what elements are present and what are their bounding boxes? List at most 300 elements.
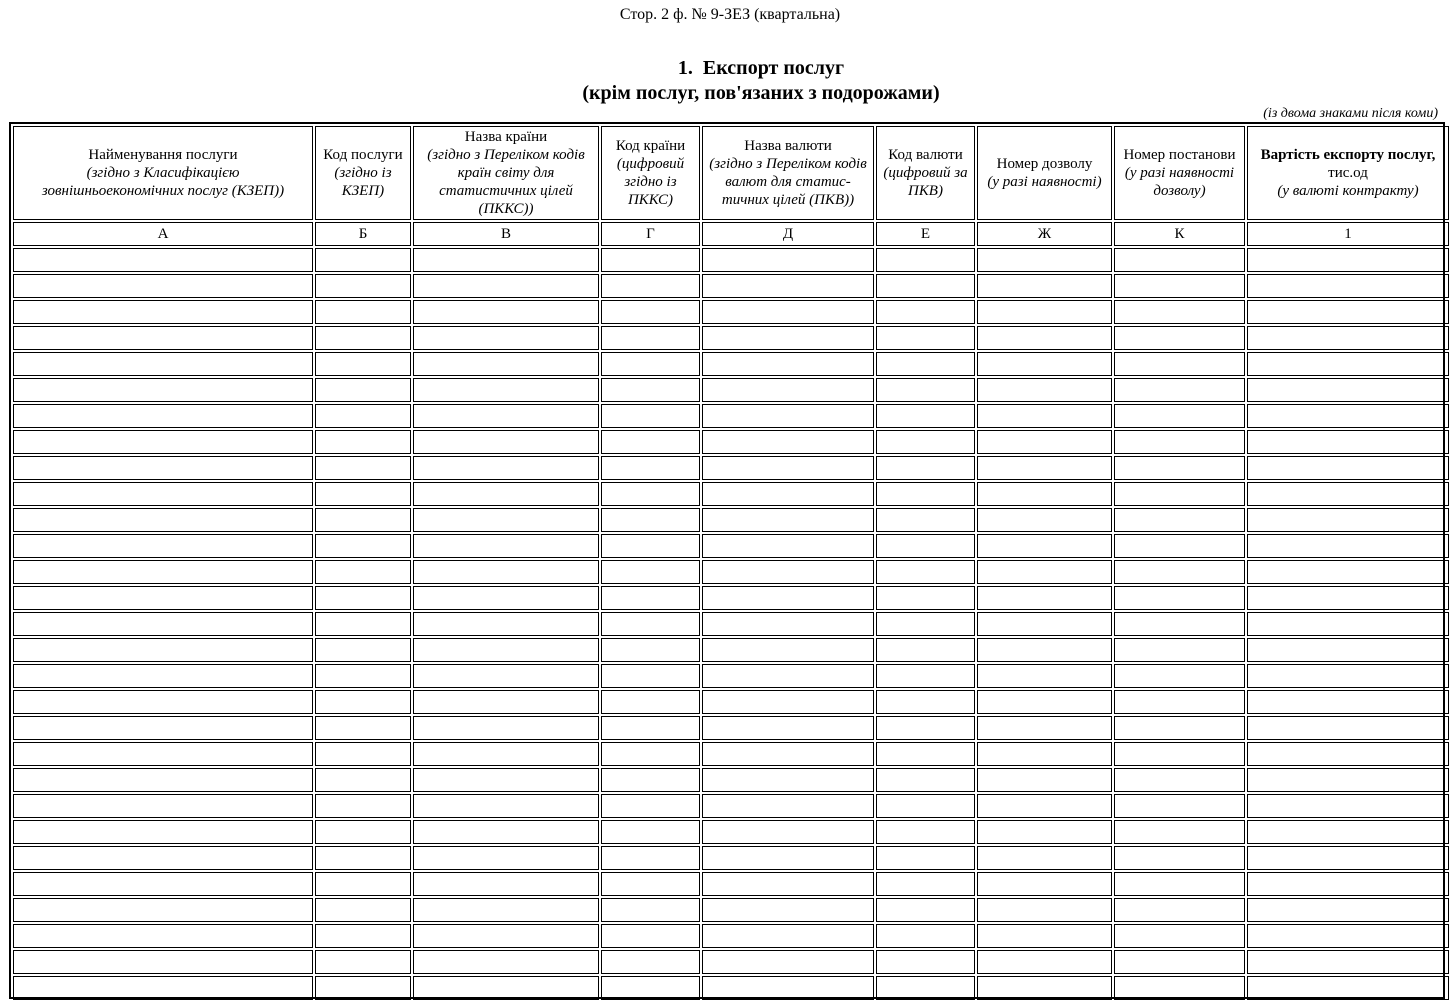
table-cell[interactable]	[977, 716, 1112, 740]
table-cell[interactable]	[702, 612, 874, 636]
table-cell[interactable]	[1247, 456, 1449, 480]
table-cell[interactable]	[977, 742, 1112, 766]
table-cell[interactable]	[1247, 638, 1449, 662]
table-cell[interactable]	[315, 794, 411, 818]
col-header-service-code	[315, 126, 411, 220]
table-cell[interactable]	[1114, 612, 1245, 636]
table-cell[interactable]	[702, 846, 874, 870]
table-cell[interactable]	[13, 404, 313, 428]
table-cell[interactable]	[1247, 872, 1449, 896]
table-cell[interactable]	[413, 404, 599, 428]
table-cell[interactable]	[1247, 300, 1449, 324]
table-cell[interactable]	[601, 482, 700, 506]
table-cell[interactable]	[702, 534, 874, 558]
table-cell[interactable]	[13, 898, 313, 922]
table-cell[interactable]	[13, 534, 313, 558]
table-cell[interactable]	[1114, 482, 1245, 506]
table-cell[interactable]	[601, 898, 700, 922]
table-cell[interactable]	[315, 664, 411, 688]
table-cell[interactable]	[1114, 378, 1245, 402]
table-cell[interactable]	[702, 950, 874, 974]
column-letter: Г	[601, 222, 700, 246]
col-header-export-value	[1247, 126, 1449, 220]
table-cell[interactable]	[702, 352, 874, 376]
table-cell[interactable]	[876, 820, 975, 844]
table-cell[interactable]	[601, 612, 700, 636]
table-cell[interactable]	[13, 482, 313, 506]
table-cell[interactable]	[13, 378, 313, 402]
table-cell[interactable]	[977, 690, 1112, 714]
column-letter: Ж	[977, 222, 1112, 246]
table-cell[interactable]	[1247, 664, 1449, 688]
page-header: Стор. 2 ф. № 9-ЗЕЗ (квартальна)	[619, 6, 841, 23]
table-cell[interactable]	[315, 378, 411, 402]
col-header-title-extra: тис.од	[1328, 165, 1368, 181]
table-cell[interactable]	[1247, 742, 1449, 766]
table-cell[interactable]	[315, 898, 411, 922]
table-cell[interactable]	[702, 482, 874, 506]
table-cell[interactable]	[876, 716, 975, 740]
table-cell[interactable]	[413, 560, 599, 584]
table-cell[interactable]	[702, 872, 874, 896]
table-cell[interactable]	[13, 976, 313, 1000]
table-row	[13, 482, 1449, 506]
table-cell[interactable]	[413, 716, 599, 740]
table-cell[interactable]	[876, 326, 975, 350]
table-row	[13, 664, 1449, 688]
table-cell[interactable]	[1114, 560, 1245, 584]
table-cell[interactable]	[315, 508, 411, 532]
table-cell[interactable]	[977, 638, 1112, 662]
col-header-title: Назва країни	[464, 129, 548, 145]
table-cell[interactable]	[601, 950, 700, 974]
table-cell[interactable]	[413, 508, 599, 532]
table-cell[interactable]	[315, 274, 411, 298]
table-cell[interactable]	[1114, 768, 1245, 792]
table-cell[interactable]	[601, 976, 700, 1000]
col-header-note: (згідно із КЗЕП)	[334, 165, 392, 199]
table-cell[interactable]	[601, 560, 700, 584]
table-cell[interactable]	[702, 456, 874, 480]
col-header-title: Код послуги	[323, 147, 403, 163]
table-cell[interactable]	[1114, 794, 1245, 818]
table-cell[interactable]	[1114, 716, 1245, 740]
table-cell[interactable]	[702, 820, 874, 844]
table-cell[interactable]	[1114, 586, 1245, 610]
table-cell[interactable]	[601, 586, 700, 610]
table-cell[interactable]	[1114, 742, 1245, 766]
table-cell[interactable]	[13, 508, 313, 532]
table-cell[interactable]	[702, 664, 874, 688]
table-cell[interactable]	[413, 846, 599, 870]
table-cell[interactable]	[876, 248, 975, 272]
table-cell[interactable]	[1114, 950, 1245, 974]
table-cell[interactable]	[601, 508, 700, 532]
column-letter: Б	[315, 222, 411, 246]
table-cell[interactable]	[1247, 924, 1449, 948]
table-cell[interactable]	[977, 560, 1112, 584]
table-cell[interactable]	[601, 404, 700, 428]
col-header-country-code	[601, 126, 700, 220]
table-cell[interactable]	[977, 898, 1112, 922]
table-cell[interactable]	[702, 638, 874, 662]
table-cell[interactable]	[876, 534, 975, 558]
table-row	[13, 820, 1449, 844]
table-cell[interactable]	[876, 664, 975, 688]
table-cell[interactable]	[601, 638, 700, 662]
table-row	[13, 742, 1449, 766]
table-cell[interactable]	[1114, 248, 1245, 272]
table-cell[interactable]	[1114, 326, 1245, 350]
table-cell[interactable]	[1247, 482, 1449, 506]
table-cell[interactable]	[977, 820, 1112, 844]
table-row	[13, 534, 1449, 558]
table-cell[interactable]	[702, 768, 874, 792]
table-cell[interactable]	[876, 404, 975, 428]
table-cell[interactable]	[702, 508, 874, 532]
table-cell[interactable]	[13, 560, 313, 584]
table-cell[interactable]	[977, 872, 1112, 896]
table-cell[interactable]	[413, 924, 599, 948]
table-cell[interactable]	[1247, 950, 1449, 974]
table-cell[interactable]	[413, 664, 599, 688]
table-cell[interactable]	[601, 794, 700, 818]
table-cell[interactable]	[315, 612, 411, 636]
table-row	[13, 274, 1449, 298]
table-cell[interactable]	[315, 326, 411, 350]
table-cell[interactable]	[13, 352, 313, 376]
table-cell[interactable]	[702, 404, 874, 428]
table-cell[interactable]	[702, 560, 874, 584]
table-cell[interactable]	[315, 690, 411, 714]
table-cell[interactable]	[13, 430, 313, 454]
table-cell[interactable]	[977, 950, 1112, 974]
table-cell[interactable]	[1114, 898, 1245, 922]
table-cell[interactable]	[876, 742, 975, 766]
table-cell[interactable]	[702, 430, 874, 454]
header-row	[13, 126, 1449, 220]
table-cell[interactable]	[413, 794, 599, 818]
table-cell[interactable]	[702, 924, 874, 948]
table-cell[interactable]	[1114, 274, 1245, 298]
table-cell[interactable]	[1114, 430, 1245, 454]
table-cell[interactable]	[1247, 820, 1449, 844]
table-cell[interactable]	[13, 716, 313, 740]
table-cell[interactable]	[1247, 248, 1449, 272]
table-cell[interactable]	[876, 456, 975, 480]
table-cell[interactable]	[315, 482, 411, 506]
table-cell[interactable]	[876, 508, 975, 532]
table-cell[interactable]	[1114, 872, 1245, 896]
table-row	[13, 404, 1449, 428]
table-cell[interactable]	[13, 612, 313, 636]
table-cell[interactable]	[702, 248, 874, 272]
table-cell[interactable]	[413, 352, 599, 376]
col-header-country-name	[413, 126, 599, 220]
table-cell[interactable]	[413, 820, 599, 844]
table-cell[interactable]	[977, 586, 1112, 610]
table-cell[interactable]	[315, 768, 411, 792]
table-cell[interactable]	[13, 950, 313, 974]
table-cell[interactable]	[413, 482, 599, 506]
table-row	[13, 326, 1449, 350]
table-cell[interactable]	[315, 820, 411, 844]
table-cell[interactable]	[876, 768, 975, 792]
table-cell[interactable]	[601, 352, 700, 376]
table-cell[interactable]	[977, 430, 1112, 454]
table-cell[interactable]	[601, 664, 700, 688]
table-cell[interactable]	[1247, 690, 1449, 714]
table-cell[interactable]	[876, 352, 975, 376]
table-cell[interactable]	[876, 846, 975, 870]
table-cell[interactable]	[315, 404, 411, 428]
table-cell[interactable]	[315, 716, 411, 740]
table-cell[interactable]	[977, 508, 1112, 532]
table-cell[interactable]	[13, 794, 313, 818]
table-cell[interactable]	[1114, 690, 1245, 714]
table-cell[interactable]	[413, 326, 599, 350]
table-cell[interactable]	[315, 872, 411, 896]
table-cell[interactable]	[315, 456, 411, 480]
table-row	[13, 976, 1449, 1000]
table-cell[interactable]	[413, 742, 599, 766]
table-cell[interactable]	[702, 274, 874, 298]
col-header-note: (згідно з Переліком кодів країн світу для статистичних цілей (ПККС))	[427, 147, 585, 217]
table-cell[interactable]	[977, 404, 1112, 428]
table-cell[interactable]	[601, 378, 700, 402]
table-cell[interactable]	[1247, 274, 1449, 298]
table-cell[interactable]	[977, 976, 1112, 1000]
table-cell[interactable]	[1114, 300, 1245, 324]
table-cell[interactable]	[601, 534, 700, 558]
table-cell[interactable]	[413, 430, 599, 454]
table-cell[interactable]	[1247, 534, 1449, 558]
table-row	[13, 846, 1449, 870]
table-cell[interactable]	[1247, 716, 1449, 740]
col-header-note: (згідно з Класифікацією зовнішньоекономічних послуг (КЗЕП))	[41, 165, 285, 199]
table-cell[interactable]	[13, 248, 313, 272]
table-cell[interactable]	[977, 768, 1112, 792]
table-cell[interactable]	[876, 898, 975, 922]
table-cell[interactable]	[13, 768, 313, 792]
table-cell[interactable]	[413, 950, 599, 974]
table-cell[interactable]	[13, 326, 313, 350]
table-cell[interactable]	[1247, 378, 1449, 402]
table-cell[interactable]	[1114, 820, 1245, 844]
table-cell[interactable]	[876, 300, 975, 324]
table-cell[interactable]	[1247, 404, 1449, 428]
table-cell[interactable]	[413, 300, 599, 324]
table-cell[interactable]	[413, 768, 599, 792]
table-row	[13, 352, 1449, 376]
table-cell[interactable]	[977, 612, 1112, 636]
table-cell[interactable]	[13, 846, 313, 870]
table-cell[interactable]	[1114, 508, 1245, 532]
table-cell[interactable]	[876, 976, 975, 1000]
table-cell[interactable]	[315, 586, 411, 610]
table-cell[interactable]	[1247, 586, 1449, 610]
table-cell[interactable]	[13, 820, 313, 844]
table-cell[interactable]	[13, 274, 313, 298]
table-cell[interactable]	[977, 352, 1112, 376]
table-cell[interactable]	[1114, 976, 1245, 1000]
table-cell[interactable]	[413, 638, 599, 662]
table-cell[interactable]	[876, 950, 975, 974]
table-cell[interactable]	[977, 274, 1112, 298]
table-cell[interactable]	[702, 326, 874, 350]
table-cell[interactable]	[315, 950, 411, 974]
table-cell[interactable]	[601, 690, 700, 714]
table-cell[interactable]	[315, 430, 411, 454]
table-cell[interactable]	[1114, 352, 1245, 376]
table-cell[interactable]	[977, 456, 1112, 480]
table-cell[interactable]	[413, 248, 599, 272]
section-number: 1.	[677, 57, 693, 79]
table-cell[interactable]	[601, 326, 700, 350]
table-cell[interactable]	[876, 378, 975, 402]
table-cell[interactable]	[601, 768, 700, 792]
col-header-note: (у разі наявності дозволу)	[1124, 165, 1235, 199]
table-cell[interactable]	[1247, 612, 1449, 636]
table-cell[interactable]	[413, 872, 599, 896]
table-cell[interactable]	[876, 612, 975, 636]
table-cell[interactable]	[413, 378, 599, 402]
col-header-currency-code	[876, 126, 975, 220]
table-cell[interactable]	[315, 300, 411, 324]
table-cell[interactable]	[876, 274, 975, 298]
table-cell[interactable]	[1247, 794, 1449, 818]
table-cell[interactable]	[876, 872, 975, 896]
column-letter: А	[13, 222, 313, 246]
table-row	[13, 560, 1449, 584]
table-cell[interactable]	[977, 248, 1112, 272]
table-cell[interactable]	[413, 690, 599, 714]
table-cell[interactable]	[413, 898, 599, 922]
table-cell[interactable]	[413, 586, 599, 610]
column-letter: Д	[702, 222, 874, 246]
table-cell[interactable]	[1114, 534, 1245, 558]
table-cell[interactable]	[1247, 430, 1449, 454]
table-cell[interactable]	[876, 430, 975, 454]
table-cell[interactable]	[1247, 846, 1449, 870]
table-cell[interactable]	[13, 872, 313, 896]
table-cell[interactable]	[977, 534, 1112, 558]
table-cell[interactable]	[702, 300, 874, 324]
table-cell[interactable]	[413, 612, 599, 636]
table-cell[interactable]	[315, 976, 411, 1000]
table-cell[interactable]	[876, 482, 975, 506]
table-cell[interactable]	[13, 638, 313, 662]
table-cell[interactable]	[876, 638, 975, 662]
table-cell[interactable]	[702, 586, 874, 610]
table-cell[interactable]	[413, 274, 599, 298]
table-cell[interactable]	[315, 560, 411, 584]
table-cell[interactable]	[1114, 404, 1245, 428]
table-cell[interactable]	[601, 274, 700, 298]
table-cell[interactable]	[702, 716, 874, 740]
table-cell[interactable]	[13, 664, 313, 688]
table-cell[interactable]	[601, 846, 700, 870]
table-cell[interactable]	[13, 456, 313, 480]
table-cell[interactable]	[702, 898, 874, 922]
section-title-text: Експорт послуг	[702, 57, 845, 79]
table-cell[interactable]	[315, 742, 411, 766]
table-cell[interactable]	[977, 664, 1112, 688]
table-cell[interactable]	[601, 924, 700, 948]
table-cell[interactable]	[1114, 638, 1245, 662]
table-cell[interactable]	[601, 430, 700, 454]
table-cell[interactable]	[1247, 352, 1449, 376]
table-cell[interactable]	[601, 872, 700, 896]
table-cell[interactable]	[413, 534, 599, 558]
table-cell[interactable]	[315, 248, 411, 272]
table-cell[interactable]	[13, 742, 313, 766]
col-header-service-name	[13, 126, 313, 220]
table-cell[interactable]	[876, 794, 975, 818]
table-cell[interactable]	[1247, 560, 1449, 584]
table-cell[interactable]	[876, 586, 975, 610]
table-cell[interactable]	[1247, 976, 1449, 1000]
table-cell[interactable]	[1247, 898, 1449, 922]
table-cell[interactable]	[702, 378, 874, 402]
table-cell[interactable]	[1247, 326, 1449, 350]
table-cell[interactable]	[977, 482, 1112, 506]
table-cell[interactable]	[601, 820, 700, 844]
table-row	[13, 716, 1449, 740]
table-cell[interactable]	[13, 586, 313, 610]
table-cell[interactable]	[601, 716, 700, 740]
table-cell[interactable]	[315, 924, 411, 948]
table-cell[interactable]	[1114, 664, 1245, 688]
table-cell[interactable]	[876, 560, 975, 584]
table-cell[interactable]	[1247, 508, 1449, 532]
table-cell[interactable]	[1114, 924, 1245, 948]
table-cell[interactable]	[977, 846, 1112, 870]
table-cell[interactable]	[1114, 846, 1245, 870]
table-cell[interactable]	[315, 846, 411, 870]
table-cell[interactable]	[13, 300, 313, 324]
table-row	[13, 508, 1449, 532]
table-cell[interactable]	[315, 352, 411, 376]
table-cell[interactable]	[876, 924, 975, 948]
table-cell[interactable]	[977, 300, 1112, 324]
table-cell[interactable]	[702, 794, 874, 818]
table-cell[interactable]	[702, 742, 874, 766]
table-cell[interactable]	[876, 690, 975, 714]
table-cell[interactable]	[977, 326, 1112, 350]
table-cell[interactable]	[977, 924, 1112, 948]
table-row	[13, 898, 1449, 922]
table-cell[interactable]	[601, 300, 700, 324]
table-cell[interactable]	[702, 690, 874, 714]
table-cell[interactable]	[315, 534, 411, 558]
table-cell[interactable]	[413, 976, 599, 1000]
table-cell[interactable]	[977, 378, 1112, 402]
table-cell[interactable]	[413, 456, 599, 480]
table-cell[interactable]	[977, 794, 1112, 818]
table-cell[interactable]	[315, 638, 411, 662]
table-row	[13, 638, 1449, 662]
table-cell[interactable]	[702, 976, 874, 1000]
table-cell[interactable]	[601, 456, 700, 480]
table-cell[interactable]	[1114, 456, 1245, 480]
table-row	[13, 794, 1449, 818]
table-cell[interactable]	[601, 248, 700, 272]
table-cell[interactable]	[13, 924, 313, 948]
table-cell[interactable]	[13, 690, 313, 714]
table-cell[interactable]	[601, 742, 700, 766]
table-cell[interactable]	[1247, 768, 1449, 792]
